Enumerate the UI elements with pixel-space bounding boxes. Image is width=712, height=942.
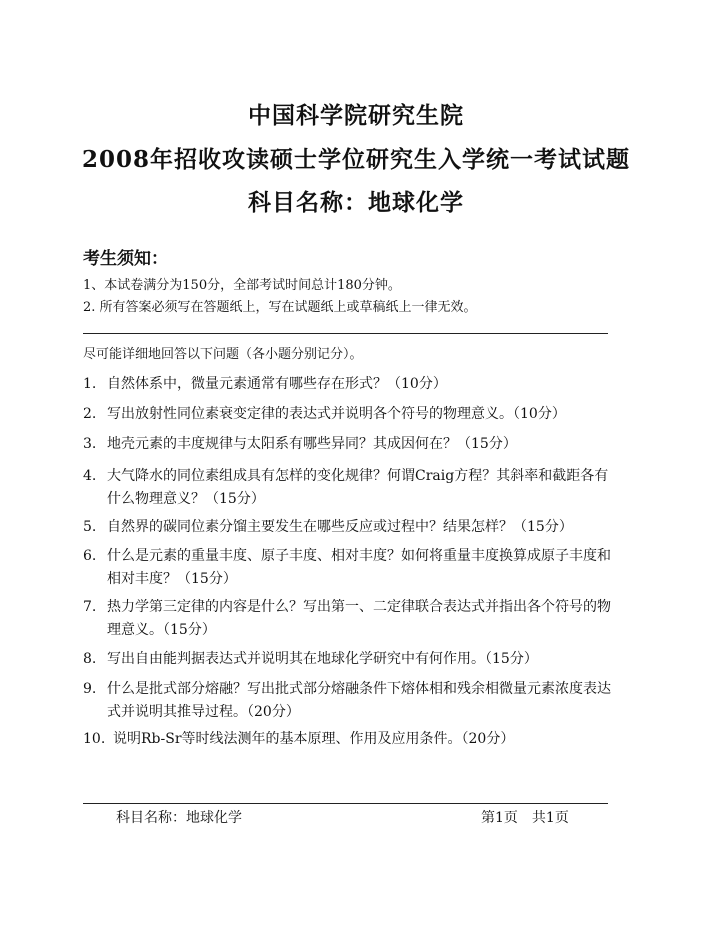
- divider-top: [83, 333, 608, 334]
- question-text: 自然界的碳同位素分馏主要发生在哪些反应或过程中？结果怎样？（15分）: [107, 519, 573, 535]
- question-item: [83, 433, 618, 456]
- question-item: [83, 728, 618, 751]
- question-number: 6.: [83, 548, 97, 564]
- question-item: [83, 596, 618, 642]
- question-number: 7.: [83, 599, 97, 615]
- question-number: 1.: [83, 376, 97, 392]
- instructions: 尽可能详细地回答以下问题（各小题分别记分）。: [83, 347, 363, 362]
- question-text: 说明Rb-Sr等时线法测年的基本原理、作用及应用条件。（20分）: [113, 731, 515, 747]
- question-number: 3.: [83, 436, 97, 452]
- question-number: 5.: [83, 519, 97, 535]
- footer-subject: 科目名称：地球化学: [116, 810, 242, 826]
- question-text: 什么是批式部分熔融？写出批式部分熔融条件下熔体相和残余相微量元素浓度表达式并说明其推导过程。（20分）: [107, 681, 611, 720]
- question-text: 热力学第三定律的内容是什么？写出第一、二定律联合表达式并指出各个符号的物理意义。（15分）: [107, 599, 611, 638]
- question-item: [83, 516, 618, 539]
- question-item: [83, 545, 618, 591]
- footer-page-number: 第1页 共1页: [481, 810, 569, 826]
- notice-item: 1、本试卷满分为150分，全部考试时间总计180分钟。: [83, 278, 401, 293]
- question-text: 什么是元素的重量丰度、原子丰度、相对丰度？如何将重量丰度换算成原子丰度和相对丰度？（15分）: [107, 548, 611, 587]
- exam-title: 2008年招收攻读硕士学位研究生入学统一考试试题: [81, 146, 630, 173]
- subject-title: 科目名称：地球化学: [248, 189, 464, 216]
- question-item: [83, 465, 618, 511]
- notice-heading: 考生须知：: [83, 249, 168, 269]
- question-item: [83, 678, 618, 724]
- question-text: 自然体系中，微量元素通常有哪些存在形式？（10分）: [107, 376, 447, 392]
- question-item: [83, 648, 618, 671]
- question-number: 2.: [83, 406, 97, 422]
- notice-item: 2. 所有答案必须写在答题纸上，写在试题纸上或草稿纸上一律无效。: [83, 300, 477, 315]
- question-text: 写出放射性同位素衰变定律的表达式并说明各个符号的物理意义。（10分）: [107, 406, 566, 422]
- question-text: 写出自由能判据表达式并说明其在地球化学研究中有何作用。（15分）: [107, 651, 538, 667]
- question-item: [83, 403, 618, 426]
- question-number: 10.: [83, 731, 106, 747]
- question-number: 4.: [83, 468, 97, 484]
- question-number: 8.: [83, 651, 97, 667]
- question-item: [83, 373, 618, 396]
- question-text: 地壳元素的丰度规律与太阳系有哪些异同？其成因何在？（15分）: [107, 436, 517, 452]
- question-number: 9.: [83, 681, 97, 697]
- question-text: 大气降水的同位素组成具有怎样的变化规律？何谓Craig方程？其斜率和截距各有什么物理意义？（15分）: [107, 468, 609, 507]
- institution-title: 中国科学院研究生院: [248, 102, 464, 129]
- divider-bottom: [83, 803, 608, 804]
